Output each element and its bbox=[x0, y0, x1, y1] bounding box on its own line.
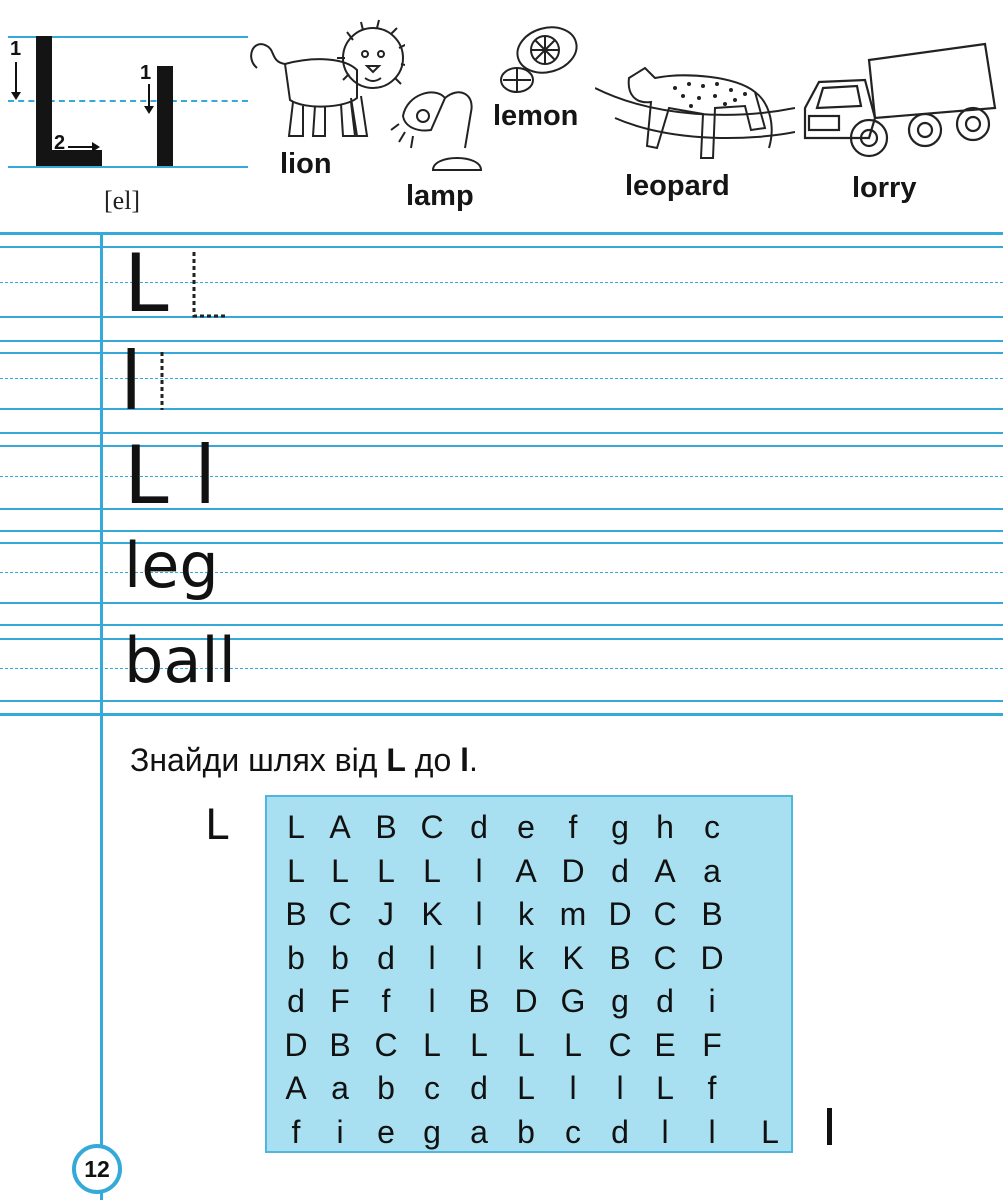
maze-cell[interactable]: A bbox=[654, 852, 676, 889]
maze-cell[interactable]: L bbox=[656, 1070, 674, 1106]
maze-cell[interactable]: k bbox=[518, 939, 534, 976]
maze-cell[interactable]: m bbox=[559, 896, 587, 932]
maze-cell[interactable]: B bbox=[375, 809, 397, 845]
maze-cell[interactable]: L bbox=[423, 852, 441, 889]
maze-cell[interactable]: F bbox=[330, 983, 350, 1019]
maze-cell[interactable]: L bbox=[287, 852, 305, 889]
maze-cell[interactable]: A bbox=[285, 1070, 307, 1106]
maze-cell[interactable]: h bbox=[656, 809, 674, 845]
maze-cell[interactable]: f bbox=[381, 983, 391, 1019]
maze-cell[interactable]: l bbox=[428, 983, 436, 1019]
trace-lowercase-l bbox=[158, 350, 168, 412]
maze-cell[interactable]: e bbox=[377, 1113, 395, 1150]
lemon-icon bbox=[495, 16, 585, 101]
maze-cell[interactable]: B bbox=[609, 939, 631, 976]
maze-cell[interactable]: b bbox=[517, 1113, 535, 1150]
maze-cell[interactable]: l bbox=[616, 1070, 624, 1106]
sample-word-ball: ball bbox=[124, 624, 236, 697]
maze-cell[interactable]: A bbox=[515, 852, 537, 889]
sample-uppercase-L: L bbox=[124, 237, 169, 330]
stroke-number-2: 2 bbox=[54, 132, 66, 154]
instruction-to-letter: l bbox=[460, 742, 470, 778]
word-lorry: lorry bbox=[852, 172, 917, 204]
maze-cell[interactable]: A bbox=[329, 809, 351, 845]
maze-cell[interactable]: D bbox=[700, 939, 724, 976]
word-lamp: lamp bbox=[406, 180, 474, 212]
maze-cell[interactable]: d bbox=[611, 1113, 629, 1150]
ruled-line bbox=[0, 340, 1003, 342]
maze-cell[interactable]: l bbox=[428, 939, 436, 976]
maze-cell[interactable]: d bbox=[611, 852, 629, 889]
lion-icon bbox=[245, 18, 405, 148]
lorry-icon bbox=[795, 38, 1000, 163]
maze-cell[interactable]: L bbox=[517, 1026, 535, 1063]
maze-cell[interactable]: B bbox=[285, 896, 307, 932]
maze-cell[interactable]: g bbox=[423, 1113, 441, 1150]
trace-uppercase-L bbox=[190, 250, 232, 322]
stroke-number-1: 1 bbox=[10, 38, 22, 60]
maze-cell[interactable]: B bbox=[329, 1026, 351, 1063]
maze-cell[interactable]: f bbox=[707, 1070, 717, 1106]
maze-cell[interactable]: k bbox=[518, 896, 534, 932]
instruction-text: Знайди шлях від bbox=[130, 742, 387, 778]
maze-cell[interactable]: G bbox=[560, 983, 586, 1019]
ruled-line bbox=[0, 378, 1003, 379]
maze-cell[interactable]: D bbox=[561, 852, 585, 889]
maze-cell[interactable]: d bbox=[470, 1070, 488, 1106]
maze-cell[interactable]: J bbox=[378, 896, 394, 932]
maze-cell[interactable]: L bbox=[761, 1113, 779, 1150]
maze-cell[interactable]: L bbox=[470, 1026, 488, 1063]
maze-cell[interactable]: C bbox=[653, 939, 677, 976]
ruled-line bbox=[0, 232, 1003, 235]
maze-cell[interactable]: L bbox=[331, 852, 349, 889]
sample-L-l: L l bbox=[124, 429, 217, 522]
leopard-icon bbox=[595, 48, 795, 178]
maze-cell[interactable]: i bbox=[708, 983, 716, 1019]
margin-line bbox=[100, 232, 103, 1200]
maze-cell[interactable]: c bbox=[424, 1070, 440, 1106]
maze-cell[interactable]: L bbox=[287, 809, 305, 845]
maze-cell[interactable]: b bbox=[377, 1070, 395, 1106]
maze-cell[interactable]: b bbox=[287, 939, 305, 976]
arrow-down-icon bbox=[142, 84, 156, 118]
maze-cell[interactable]: C bbox=[653, 896, 677, 932]
ruled-line bbox=[0, 713, 1003, 716]
letter-maze-grid bbox=[265, 795, 793, 1153]
maze-cell[interactable]: d bbox=[470, 809, 488, 845]
arrow-right-icon bbox=[68, 140, 102, 154]
maze-cell[interactable]: d bbox=[287, 983, 305, 1019]
maze-cell[interactable]: B bbox=[468, 983, 490, 1019]
word-lemon: lemon bbox=[493, 100, 579, 132]
maze-end-letter bbox=[827, 1108, 832, 1145]
word-leopard: leopard bbox=[625, 170, 730, 202]
maze-cell[interactable]: i bbox=[336, 1113, 344, 1150]
maze-cell[interactable]: E bbox=[654, 1026, 676, 1063]
word-lion: lion bbox=[280, 148, 332, 180]
sample-lowercase-l: l bbox=[120, 335, 143, 428]
maze-cell[interactable]: d bbox=[656, 983, 674, 1019]
maze-cell[interactable]: a bbox=[331, 1070, 349, 1106]
maze-cell[interactable]: d bbox=[377, 939, 395, 976]
task-instruction bbox=[130, 742, 478, 779]
maze-cell[interactable]: l bbox=[569, 1070, 577, 1106]
maze-cell[interactable]: c bbox=[704, 809, 720, 845]
maze-cell[interactable]: l bbox=[475, 852, 483, 889]
sample-word-leg: leg bbox=[124, 529, 219, 602]
instruction-text: . bbox=[469, 742, 478, 778]
maze-cell[interactable]: C bbox=[420, 809, 444, 845]
phonetic-transcription: [el] bbox=[104, 186, 141, 215]
maze-cell[interactable]: C bbox=[328, 896, 352, 932]
lamp-icon bbox=[385, 78, 485, 178]
maze-cell[interactable]: C bbox=[608, 1026, 632, 1063]
maze-cell[interactable]: a bbox=[470, 1113, 488, 1150]
maze-cell[interactable]: K bbox=[562, 939, 584, 976]
stroke-number-1-lowercase: 1 bbox=[140, 62, 152, 84]
maze-cell[interactable]: f bbox=[291, 1113, 301, 1150]
maze-cell[interactable]: a bbox=[703, 852, 721, 889]
maze-cell[interactable]: D bbox=[514, 983, 538, 1019]
ruled-line bbox=[0, 700, 1003, 702]
maze-start-letter: L bbox=[205, 800, 229, 849]
maze-cell[interactable]: g bbox=[611, 983, 629, 1019]
maze-cell[interactable]: L bbox=[377, 852, 395, 889]
maze-cell[interactable]: L bbox=[517, 1070, 535, 1106]
ruled-line bbox=[0, 352, 1003, 354]
maze-cell[interactable]: D bbox=[284, 1026, 308, 1063]
maze-cell[interactable]: e bbox=[517, 809, 535, 845]
maze-cell[interactable]: F bbox=[702, 1026, 722, 1063]
uppercase-L-stroke-1 bbox=[36, 36, 52, 166]
maze-cell[interactable]: L bbox=[564, 1026, 582, 1063]
arrow-down-icon bbox=[8, 62, 24, 102]
maze-cell[interactable]: g bbox=[611, 809, 629, 845]
maze-cell[interactable]: L bbox=[423, 1026, 441, 1063]
maze-cell[interactable]: l bbox=[661, 1113, 669, 1150]
maze-cell[interactable]: b bbox=[331, 939, 349, 976]
instruction-from-letter: L bbox=[386, 742, 406, 778]
maze-cell[interactable]: D bbox=[608, 896, 632, 932]
maze-cell[interactable]: l bbox=[475, 896, 483, 932]
maze-cell[interactable]: B bbox=[701, 896, 723, 932]
lowercase-l-stroke bbox=[157, 66, 173, 166]
maze-cell[interactable]: K bbox=[421, 896, 443, 932]
maze-cell[interactable]: C bbox=[374, 1026, 398, 1063]
maze-cell[interactable]: l bbox=[708, 1113, 716, 1150]
guide-line-bottom bbox=[8, 166, 248, 168]
ruled-line bbox=[0, 602, 1003, 604]
instruction-text: до bbox=[405, 742, 461, 778]
maze-cell[interactable]: c bbox=[565, 1113, 581, 1150]
ruled-line bbox=[0, 408, 1003, 410]
maze-cell[interactable]: l bbox=[475, 939, 483, 976]
page-number: 12 bbox=[72, 1144, 122, 1194]
maze-cell[interactable]: f bbox=[568, 809, 578, 845]
